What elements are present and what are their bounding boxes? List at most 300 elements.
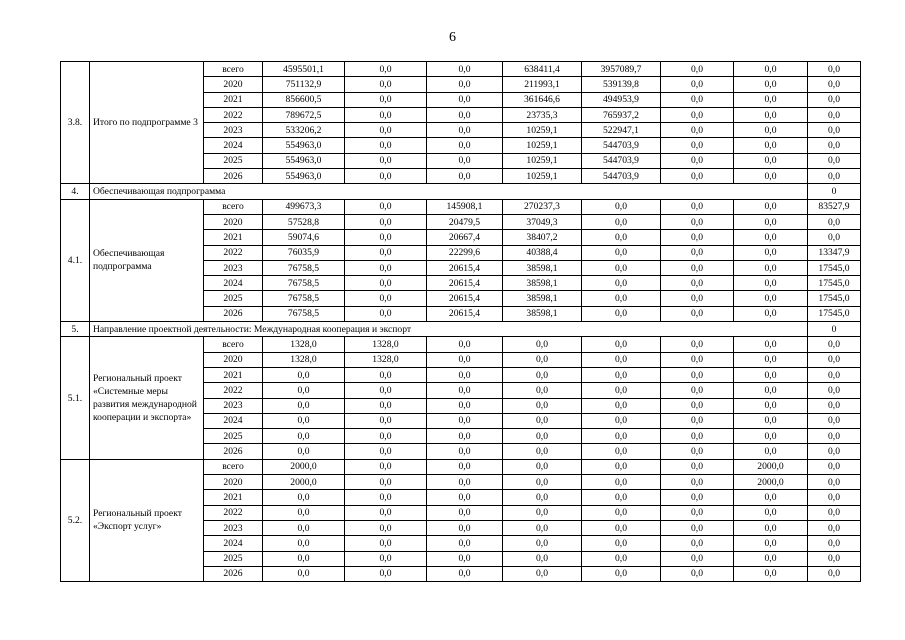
year-cell: 2022 — [204, 245, 263, 260]
value-cell: 17545,0 — [808, 276, 861, 291]
value-cell: 0,0 — [808, 505, 861, 520]
section-value: 0 — [808, 322, 861, 337]
year-cell: 2025 — [204, 291, 263, 306]
value-cell: 0,0 — [427, 153, 503, 168]
value-cell: 0,0 — [734, 566, 808, 581]
value-cell: 0,0 — [734, 505, 808, 520]
value-cell: 0,0 — [503, 444, 582, 459]
value-cell: 0,0 — [345, 306, 427, 321]
year-cell: 2025 — [204, 551, 263, 566]
item-index: 4.1. — [61, 199, 90, 321]
value-cell: 38598,1 — [503, 291, 582, 306]
year-cell: всего — [204, 62, 263, 77]
value-cell: 0,0 — [427, 536, 503, 551]
value-cell: 0,0 — [582, 199, 661, 214]
value-cell: 0,0 — [808, 62, 861, 77]
year-cell: 2025 — [204, 429, 263, 444]
value-cell: 544703,9 — [582, 169, 661, 184]
value-cell: 0,0 — [345, 153, 427, 168]
year-cell: 2022 — [204, 107, 263, 122]
table-row — [61, 459, 861, 474]
value-cell: 0,0 — [582, 475, 661, 490]
value-cell: 0,0 — [734, 551, 808, 566]
value-cell: 4595501,1 — [263, 62, 345, 77]
value-cell: 0,0 — [582, 429, 661, 444]
value-cell: 76758,5 — [263, 260, 345, 275]
page-number: 6 — [449, 30, 456, 45]
value-cell: 0,0 — [734, 337, 808, 352]
value-cell: 1328,0 — [263, 352, 345, 367]
value-cell: 0,0 — [345, 505, 427, 520]
table-row — [61, 337, 861, 352]
value-cell: 1328,0 — [263, 337, 345, 352]
value-cell: 0,0 — [808, 352, 861, 367]
value-cell: 0,0 — [263, 398, 345, 413]
section-title: Направление проектной деятельности: Международная кооперация и экспорт — [90, 322, 808, 337]
value-cell: 20615,4 — [427, 260, 503, 275]
value-cell: 0,0 — [661, 153, 734, 168]
value-cell: 38407,2 — [503, 230, 582, 245]
value-cell: 0,0 — [503, 413, 582, 428]
value-cell: 0,0 — [734, 107, 808, 122]
value-cell: 0,0 — [582, 276, 661, 291]
value-cell: 0,0 — [661, 92, 734, 107]
value-cell: 0,0 — [263, 383, 345, 398]
section-title: Обеспечивающая подпрограмма — [90, 184, 808, 199]
value-cell: 0,0 — [263, 367, 345, 382]
value-cell: 23735,3 — [503, 107, 582, 122]
value-cell: 0,0 — [263, 520, 345, 535]
value-cell: 0,0 — [345, 123, 427, 138]
value-cell: 361646,6 — [503, 92, 582, 107]
value-cell: 0,0 — [661, 505, 734, 520]
value-cell: 211993,1 — [503, 77, 582, 92]
item-name: Региональный проект «Системные меры развития международной кооперации и экспорта» — [90, 337, 204, 459]
value-cell: 20479,5 — [427, 214, 503, 229]
value-cell: 0,0 — [345, 566, 427, 581]
value-cell: 0,0 — [582, 413, 661, 428]
value-cell: 20615,4 — [427, 276, 503, 291]
value-cell: 522947,1 — [582, 123, 661, 138]
year-cell: 2022 — [204, 505, 263, 520]
value-cell: 0,0 — [661, 566, 734, 581]
value-cell: 0,0 — [661, 490, 734, 505]
value-cell: 0,0 — [263, 505, 345, 520]
value-cell: 0,0 — [263, 490, 345, 505]
value-cell: 0,0 — [734, 444, 808, 459]
year-cell: 2020 — [204, 475, 263, 490]
item-index: 5.2. — [61, 459, 90, 581]
section-index: 5. — [61, 322, 90, 337]
value-cell: 0,0 — [661, 520, 734, 535]
value-cell: 38598,1 — [503, 306, 582, 321]
year-cell: 2023 — [204, 520, 263, 535]
year-cell: 2024 — [204, 276, 263, 291]
value-cell: 0,0 — [808, 214, 861, 229]
value-cell: 0,0 — [427, 520, 503, 535]
value-cell: 0,0 — [734, 138, 808, 153]
value-cell: 0,0 — [808, 77, 861, 92]
year-cell: 2025 — [204, 153, 263, 168]
value-cell: 0,0 — [503, 520, 582, 535]
value-cell: 0,0 — [582, 306, 661, 321]
value-cell: 1328,0 — [345, 337, 427, 352]
value-cell: 0,0 — [661, 383, 734, 398]
value-cell: 0,0 — [661, 536, 734, 551]
year-cell: 2020 — [204, 77, 263, 92]
value-cell: 0,0 — [582, 490, 661, 505]
value-cell: 0,0 — [503, 352, 582, 367]
year-cell: 2024 — [204, 138, 263, 153]
value-cell: 0,0 — [661, 77, 734, 92]
value-cell: 0,0 — [808, 230, 861, 245]
value-cell: 2000,0 — [734, 459, 808, 474]
value-cell: 0,0 — [661, 398, 734, 413]
value-cell: 76758,5 — [263, 276, 345, 291]
value-cell: 0,0 — [661, 551, 734, 566]
value-cell: 0,0 — [345, 383, 427, 398]
year-cell: всего — [204, 459, 263, 474]
section-row — [61, 184, 861, 199]
value-cell: 0,0 — [427, 123, 503, 138]
value-cell: 0,0 — [734, 153, 808, 168]
value-cell: 20615,4 — [427, 306, 503, 321]
value-cell: 0,0 — [661, 276, 734, 291]
value-cell: 0,0 — [503, 551, 582, 566]
value-cell: 0,0 — [503, 367, 582, 382]
value-cell: 0,0 — [345, 444, 427, 459]
value-cell: 0,0 — [345, 138, 427, 153]
value-cell: 0,0 — [345, 551, 427, 566]
value-cell: 76758,5 — [263, 306, 345, 321]
value-cell: 17545,0 — [808, 306, 861, 321]
section-row — [61, 322, 861, 337]
value-cell: 0,0 — [661, 169, 734, 184]
value-cell: 145908,1 — [427, 199, 503, 214]
value-cell: 0,0 — [808, 520, 861, 535]
value-cell: 0,0 — [734, 230, 808, 245]
value-cell: 10259,1 — [503, 169, 582, 184]
value-cell: 0,0 — [582, 337, 661, 352]
value-cell: 0,0 — [345, 490, 427, 505]
value-cell: 0,0 — [734, 520, 808, 535]
value-cell: 0,0 — [734, 429, 808, 444]
value-cell: 554963,0 — [263, 153, 345, 168]
value-cell: 0,0 — [808, 536, 861, 551]
value-cell: 0,0 — [263, 536, 345, 551]
value-cell: 76758,5 — [263, 291, 345, 306]
value-cell: 0,0 — [808, 398, 861, 413]
value-cell: 0,0 — [661, 475, 734, 490]
value-cell: 0,0 — [808, 107, 861, 122]
value-cell: 0,0 — [734, 352, 808, 367]
year-cell: 2024 — [204, 536, 263, 551]
value-cell: 494953,9 — [582, 92, 661, 107]
value-cell: 0,0 — [734, 260, 808, 275]
value-cell: 0,0 — [734, 291, 808, 306]
value-cell: 17545,0 — [808, 260, 861, 275]
value-cell: 0,0 — [734, 169, 808, 184]
value-cell: 0,0 — [808, 337, 861, 352]
value-cell: 0,0 — [427, 459, 503, 474]
value-cell: 544703,9 — [582, 138, 661, 153]
section-index: 4. — [61, 184, 90, 199]
value-cell: 0,0 — [427, 352, 503, 367]
value-cell: 0,0 — [582, 505, 661, 520]
value-cell: 0,0 — [661, 123, 734, 138]
value-cell: 0,0 — [345, 245, 427, 260]
value-cell: 0,0 — [427, 444, 503, 459]
value-cell: 0,0 — [808, 169, 861, 184]
value-cell: 2000,0 — [263, 475, 345, 490]
value-cell: 0,0 — [503, 475, 582, 490]
budget-table — [60, 61, 861, 582]
value-cell: 0,0 — [503, 398, 582, 413]
value-cell: 539139,8 — [582, 77, 661, 92]
value-cell: 0,0 — [582, 398, 661, 413]
value-cell: 554963,0 — [263, 138, 345, 153]
value-cell: 0,0 — [345, 214, 427, 229]
value-cell: 0,0 — [427, 398, 503, 413]
value-cell: 638411,4 — [503, 62, 582, 77]
value-cell: 0,0 — [427, 383, 503, 398]
value-cell: 0,0 — [734, 383, 808, 398]
value-cell: 0,0 — [503, 459, 582, 474]
value-cell: 20667,4 — [427, 230, 503, 245]
value-cell: 0,0 — [734, 536, 808, 551]
value-cell: 38598,1 — [503, 260, 582, 275]
value-cell: 0,0 — [808, 92, 861, 107]
value-cell: 0,0 — [503, 490, 582, 505]
value-cell: 0,0 — [582, 291, 661, 306]
value-cell: 0,0 — [734, 413, 808, 428]
value-cell: 0,0 — [427, 413, 503, 428]
value-cell: 0,0 — [661, 214, 734, 229]
value-cell: 0,0 — [582, 459, 661, 474]
value-cell: 0,0 — [427, 505, 503, 520]
value-cell: 0,0 — [661, 413, 734, 428]
value-cell: 0,0 — [582, 444, 661, 459]
value-cell: 0,0 — [582, 520, 661, 535]
value-cell: 10259,1 — [503, 123, 582, 138]
value-cell: 751132,9 — [263, 77, 345, 92]
value-cell: 0,0 — [427, 169, 503, 184]
value-cell: 0,0 — [427, 337, 503, 352]
value-cell: 0,0 — [345, 169, 427, 184]
value-cell: 0,0 — [263, 444, 345, 459]
value-cell: 0,0 — [582, 352, 661, 367]
value-cell: 0,0 — [661, 230, 734, 245]
value-cell: 0,0 — [345, 199, 427, 214]
value-cell: 2000,0 — [263, 459, 345, 474]
value-cell: 0,0 — [427, 92, 503, 107]
value-cell: 0,0 — [427, 429, 503, 444]
value-cell: 0,0 — [427, 138, 503, 153]
value-cell: 0,0 — [582, 245, 661, 260]
year-cell: всего — [204, 337, 263, 352]
value-cell: 0,0 — [661, 444, 734, 459]
value-cell: 83527,9 — [808, 199, 861, 214]
value-cell: 0,0 — [661, 199, 734, 214]
value-cell: 499673,3 — [263, 199, 345, 214]
value-cell: 0,0 — [734, 276, 808, 291]
value-cell: 0,0 — [503, 566, 582, 581]
value-cell: 0,0 — [808, 123, 861, 138]
value-cell: 0,0 — [503, 383, 582, 398]
value-cell: 270237,3 — [503, 199, 582, 214]
value-cell: 0,0 — [661, 459, 734, 474]
value-cell: 0,0 — [734, 398, 808, 413]
year-cell: 2021 — [204, 490, 263, 505]
value-cell: 0,0 — [808, 566, 861, 581]
year-cell: 2023 — [204, 123, 263, 138]
year-cell: 2020 — [204, 214, 263, 229]
value-cell: 0,0 — [661, 260, 734, 275]
value-cell: 0,0 — [345, 459, 427, 474]
table-row — [61, 199, 861, 214]
value-cell: 0,0 — [661, 352, 734, 367]
value-cell: 10259,1 — [503, 138, 582, 153]
value-cell: 0,0 — [661, 138, 734, 153]
value-cell: 0,0 — [427, 566, 503, 581]
value-cell: 0,0 — [345, 429, 427, 444]
value-cell: 0,0 — [582, 214, 661, 229]
value-cell: 0,0 — [734, 214, 808, 229]
value-cell: 0,0 — [808, 138, 861, 153]
year-cell: 2026 — [204, 444, 263, 459]
value-cell: 0,0 — [734, 199, 808, 214]
year-cell: 2021 — [204, 92, 263, 107]
value-cell: 0,0 — [503, 505, 582, 520]
value-cell: 57528,8 — [263, 214, 345, 229]
value-cell: 0,0 — [263, 429, 345, 444]
value-cell: 0,0 — [345, 536, 427, 551]
value-cell: 0,0 — [345, 367, 427, 382]
value-cell: 0,0 — [661, 429, 734, 444]
value-cell: 0,0 — [808, 490, 861, 505]
budget-table-body — [61, 62, 861, 582]
value-cell: 10259,1 — [503, 153, 582, 168]
value-cell: 0,0 — [808, 429, 861, 444]
year-cell: 2026 — [204, 169, 263, 184]
table-row — [61, 62, 861, 77]
value-cell: 0,0 — [661, 245, 734, 260]
value-cell: 22299,6 — [427, 245, 503, 260]
value-cell: 0,0 — [503, 429, 582, 444]
value-cell: 2000,0 — [734, 475, 808, 490]
year-cell: всего — [204, 199, 263, 214]
value-cell: 0,0 — [345, 413, 427, 428]
item-name: Обеспечивающая подпрограмма — [90, 199, 204, 321]
value-cell: 0,0 — [427, 490, 503, 505]
value-cell: 1328,0 — [345, 352, 427, 367]
year-cell: 2021 — [204, 367, 263, 382]
year-cell: 2020 — [204, 352, 263, 367]
value-cell: 0,0 — [345, 107, 427, 122]
value-cell: 0,0 — [427, 77, 503, 92]
item-name: Региональный проект «Экспорт услуг» — [90, 459, 204, 581]
value-cell: 0,0 — [582, 536, 661, 551]
year-cell: 2021 — [204, 230, 263, 245]
year-cell: 2026 — [204, 306, 263, 321]
value-cell: 17545,0 — [808, 291, 861, 306]
value-cell: 0,0 — [734, 123, 808, 138]
value-cell: 0,0 — [734, 77, 808, 92]
value-cell: 765937,2 — [582, 107, 661, 122]
value-cell: 0,0 — [503, 536, 582, 551]
value-cell: 0,0 — [503, 337, 582, 352]
value-cell: 3957089,7 — [582, 62, 661, 77]
year-cell: 2026 — [204, 566, 263, 581]
value-cell: 38598,1 — [503, 276, 582, 291]
value-cell: 0,0 — [808, 153, 861, 168]
value-cell: 0,0 — [808, 413, 861, 428]
value-cell: 0,0 — [808, 459, 861, 474]
value-cell: 856600,5 — [263, 92, 345, 107]
value-cell: 0,0 — [808, 551, 861, 566]
value-cell: 0,0 — [582, 230, 661, 245]
year-cell: 2024 — [204, 413, 263, 428]
value-cell: 0,0 — [734, 62, 808, 77]
value-cell: 0,0 — [734, 490, 808, 505]
value-cell: 0,0 — [661, 367, 734, 382]
value-cell: 59074,6 — [263, 230, 345, 245]
section-value: 0 — [808, 184, 861, 199]
value-cell: 40388,4 — [503, 245, 582, 260]
value-cell: 0,0 — [661, 337, 734, 352]
value-cell: 0,0 — [734, 92, 808, 107]
value-cell: 13347,9 — [808, 245, 861, 260]
year-cell: 2022 — [204, 383, 263, 398]
value-cell: 789672,5 — [263, 107, 345, 122]
item-name: Итого по подпрограмме 3 — [90, 62, 204, 184]
value-cell: 0,0 — [427, 475, 503, 490]
item-index: 3.8. — [61, 62, 90, 184]
value-cell: 0,0 — [345, 398, 427, 413]
value-cell: 0,0 — [808, 475, 861, 490]
year-cell: 2023 — [204, 260, 263, 275]
value-cell: 0,0 — [661, 62, 734, 77]
value-cell: 0,0 — [345, 291, 427, 306]
value-cell: 0,0 — [345, 260, 427, 275]
value-cell: 0,0 — [734, 367, 808, 382]
value-cell: 0,0 — [661, 291, 734, 306]
value-cell: 0,0 — [661, 107, 734, 122]
value-cell: 0,0 — [734, 245, 808, 260]
value-cell: 0,0 — [263, 566, 345, 581]
value-cell: 0,0 — [263, 413, 345, 428]
value-cell: 0,0 — [427, 367, 503, 382]
value-cell: 0,0 — [582, 551, 661, 566]
value-cell: 0,0 — [427, 62, 503, 77]
value-cell: 0,0 — [582, 367, 661, 382]
value-cell: 0,0 — [808, 383, 861, 398]
value-cell: 0,0 — [582, 260, 661, 275]
value-cell: 0,0 — [345, 230, 427, 245]
value-cell: 0,0 — [427, 551, 503, 566]
value-cell: 0,0 — [345, 92, 427, 107]
value-cell: 0,0 — [734, 306, 808, 321]
value-cell: 0,0 — [661, 306, 734, 321]
value-cell: 0,0 — [345, 475, 427, 490]
value-cell: 0,0 — [582, 566, 661, 581]
value-cell: 0,0 — [345, 276, 427, 291]
value-cell: 20615,4 — [427, 291, 503, 306]
value-cell: 0,0 — [345, 77, 427, 92]
value-cell: 0,0 — [808, 367, 861, 382]
value-cell: 0,0 — [345, 62, 427, 77]
item-index: 5.1. — [61, 337, 90, 459]
